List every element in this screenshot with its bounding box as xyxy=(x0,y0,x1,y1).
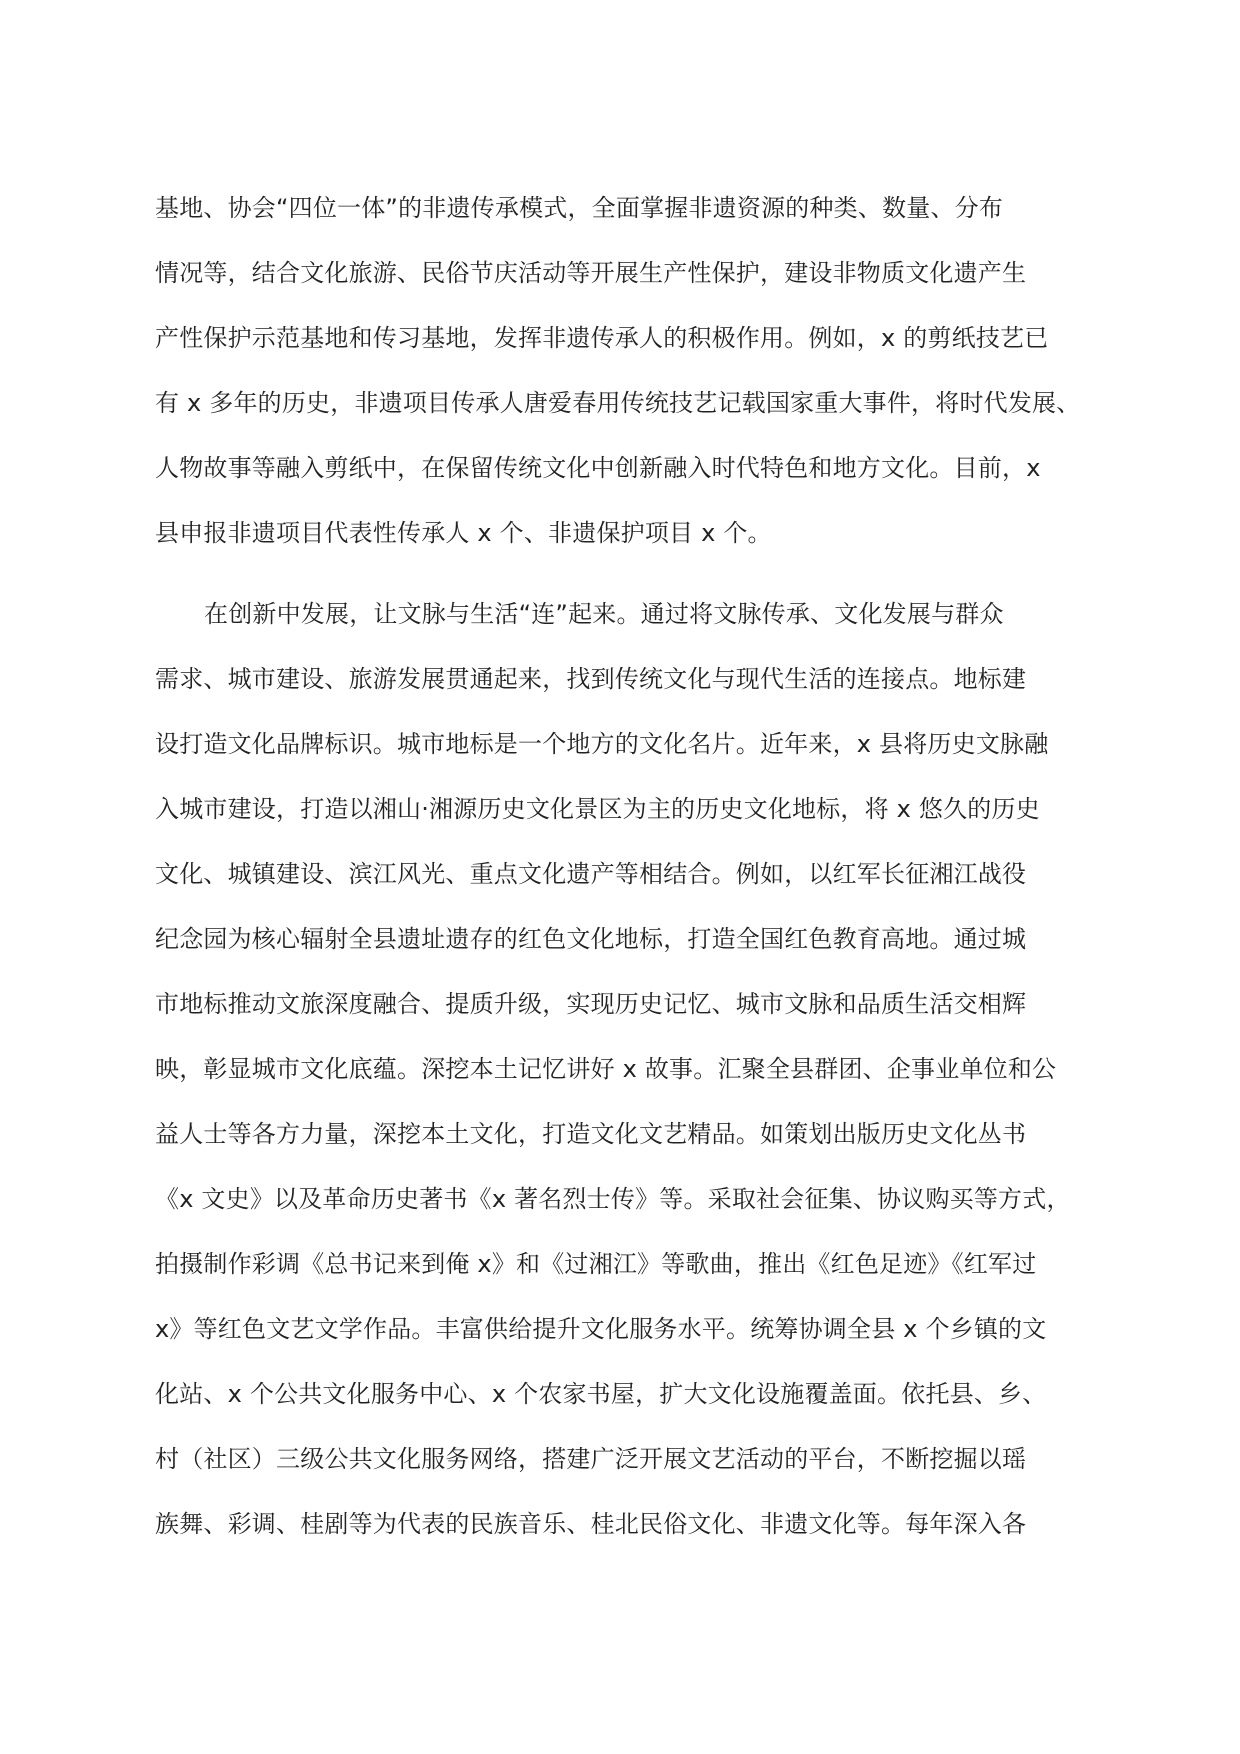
text-line: 县申报非遗项目代表性传承人 x 个、非遗保护项目 x 个。 xyxy=(155,519,772,547)
text-line: 情况等，结合文化旅游、民俗节庆活动等开展生产性保护，建设非物质文化遗产生 xyxy=(155,259,1027,287)
text-line: 村（社区）三级公共文化服务网络，搭建广泛开展文艺活动的平台，不断挖掘以瑶 xyxy=(155,1445,1027,1473)
text-line: x》等红色文艺文学作品。丰富供给提升文化服务水平。统筹协调全县 x 个乡镇的文 xyxy=(155,1315,1047,1343)
text-line: 基地、协会“四位一体”的非遗传承模式，全面掌握非遗资源的种类、数量、分布 xyxy=(155,194,1004,222)
text-line: 《x 文史》以及革命历史著书《x 著名烈士传》等。采取社会征集、协议购买等方式， xyxy=(155,1185,1071,1213)
text-line: 拍摄制作彩调《总书记来到俺 x》和《过湘江》等歌曲，推出《红色足迹》《红军过 xyxy=(155,1250,1037,1278)
text-line: 有 x 多年的历史，非遗项目传承人唐爱春用传统技艺记载国家重大事件，将时代发展、 xyxy=(155,389,1081,417)
text-line: 在创新中发展，让文脉与生活“连”起来。通过将文脉传承、文化发展与群众 xyxy=(204,600,1004,628)
text-line: 化站、x 个公共文化服务中心、x 个农家书屋，扩大文化设施覆盖面。依托县、乡、 xyxy=(155,1380,1047,1408)
text-line: 入城市建设，打造以湘山·湘源历史文化景区为主的历史文化地标，将 x 悠久的历史 xyxy=(155,795,1040,823)
text-line: 设打造文化品牌标识。城市地标是一个地方的文化名片。近年来，x 县将历史文脉融 xyxy=(155,730,1049,758)
text-line: 文化、城镇建设、滨江风光、重点文化遗产等相结合。例如，以红军长征湘江战役 xyxy=(155,860,1027,888)
text-line: 映，彰显城市文化底蕴。深挖本土记忆讲好 x 故事。汇聚全县群团、企事业单位和公 xyxy=(155,1055,1057,1083)
text-line: 产性保护示范基地和传习基地，发挥非遗传承人的积极作用。例如，x 的剪纸技艺已 xyxy=(155,324,1049,352)
text-line: 人物故事等融入剪纸中，在保留传统文化中创新融入时代特色和地方文化。目前，x xyxy=(155,454,1041,482)
text-line: 益人士等各方力量，深挖本土文化，打造文化文艺精品。如策划出版历史文化丛书 xyxy=(155,1120,1027,1148)
text-line: 需求、城市建设、旅游发展贯通起来，找到传统文化与现代生活的连接点。地标建 xyxy=(155,665,1027,693)
text-line: 族舞、彩调、桂剧等为代表的民族音乐、桂北民俗文化、非遗文化等。每年深入各 xyxy=(155,1510,1027,1538)
text-line: 纪念园为核心辐射全县遗址遗存的红色文化地标，打造全国红色教育高地。通过城 xyxy=(155,925,1027,953)
text-line: 市地标推动文旅深度融合、提质升级，实现历史记忆、城市文脉和品质生活交相辉 xyxy=(155,990,1027,1018)
